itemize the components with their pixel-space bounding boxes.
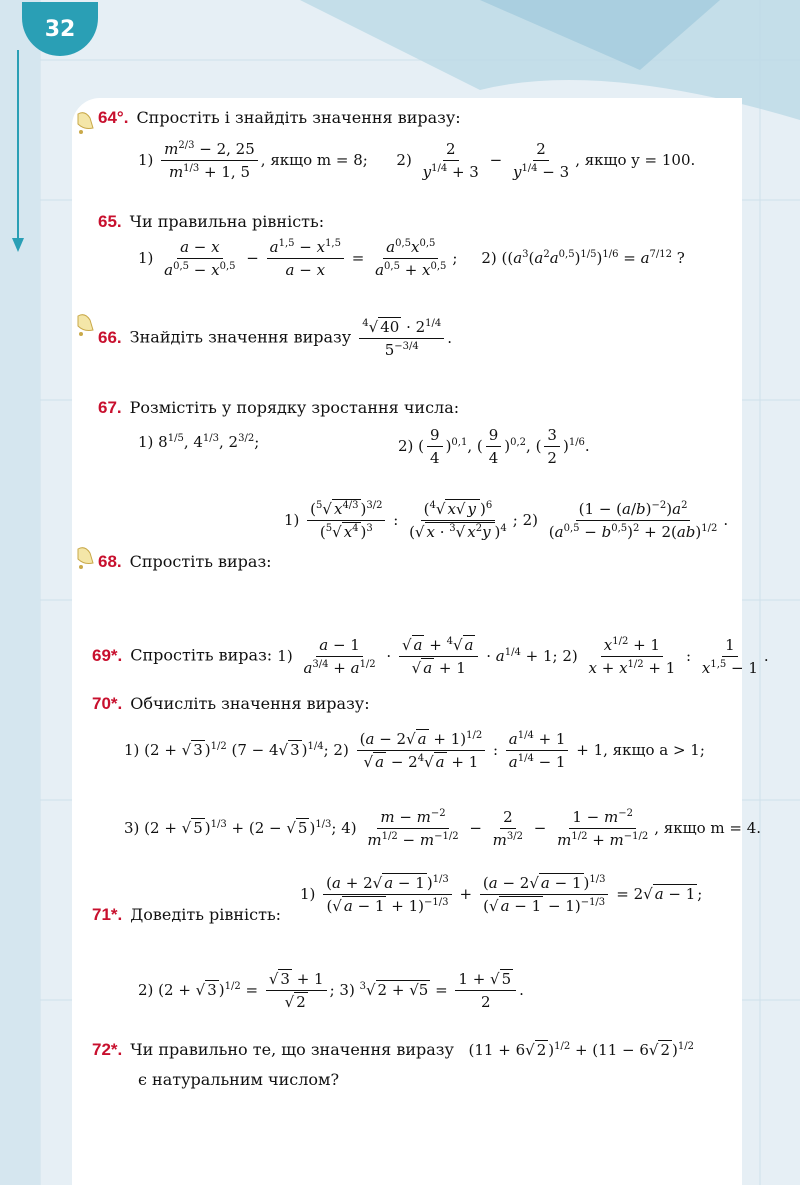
problem-70: 70*. Обчисліть значення виразу: (92, 694, 370, 713)
problem-72: 72*. Чи правильно те, що значення виразу (11 + 6√ 2 )$^{1/2}$ + (11 − 6√ 2 )$^{1/2}$ (92, 1040, 694, 1059)
problem-68-expr: 1) $\frac{(^5√ x^{4/3} )^{3/2}}{(^5√ x^4 )^3}$ : $\frac{(^4√ x√ y )^6}{(√ x \cdot ^3√ x^2y )^4}$ ; 2) $\frac{(1 - (a/b)^{-2})a^2}{(a^{0,5} - b^{0,5})^2 + 2(ab)^{1/2}}$ . (284, 500, 729, 541)
bell-icon (74, 545, 96, 571)
problem-68: 68. Спростіть вираз: (98, 552, 272, 571)
problem-65-expr: 1) $\frac{a - x}{a^{0,5} - x^{0,5}}$ − $\frac{a^{1,5} - x^{1,5}}{a - x}$ = $\frac{a^{0,5}x^{0,5}}{a^{0,5} + x^{0,5}}$ ; 2) ($(a^3(a^2a^{0,5})^{1/5})^{1/6} = a^{7/12}$ ? (138, 238, 685, 279)
problem-66: 66. Знайдіть значення виразу $\frac{^4√ 40 \cdot 2^{1/4}}{5^{-3/4}}$ . (98, 318, 453, 359)
bell-icon (74, 312, 96, 338)
problem-71-expr-2: 2) (2 + √ 3 )$^{1/2}$ = $\frac{√ 3 + 1}{√ 2}$ ; 3) $^3$√ 2 + √5 = $\frac{1 + √ 5}{2}$ . (138, 970, 524, 1011)
problem-64: 64°. Спростіть і знайдіть значення виразу: (98, 108, 461, 127)
problem-65: 65. Чи правильна рівність: (98, 212, 325, 231)
problem-70-expr-1: 1) (2 + √ 3 )$^{1/2}$ (7 − 4√ 3 )$^{1/4}$; 2) $\frac{(a - 2√ a + 1)^{1/2}}{√ a - 2^4√ a + 1}$ : $\frac{a^{1/4} + 1}{a^{1/4} - 1}$ + 1, якщо a > 1; (124, 730, 705, 771)
problem-72-line2: є натуральним числом? (138, 1070, 340, 1089)
problem-67: 67. Розмістіть у порядку зростання числа: (98, 398, 460, 417)
problem-71-expr-1: 1) $\frac{(a + 2√ a - 1 )^{1/3}}{(√ a - 1 + 1)^{-1/3}}$ + $\frac{(a - 2√ a - 1 )^{1/3}}{(√ a - 1 - 1)^{-1/3}}$ = 2√ a − 1 ; (300, 874, 703, 915)
problem-67-expr: 1) $8^{1/5}$, $4^{1/3}$, $2^{3/2}$; (138, 433, 260, 451)
problem-64-expr: 1) $\frac{m^{2/3} - 2, 25}{m^{1/3} + 1, 5}$ , якщо m = 8; 2) $\frac{2}{y^{1/4} + 3}$ − $\frac{2}{y^{1/4} - 3}$ , якщо y = 100. (138, 140, 696, 181)
problem-67-expr-2: 2) ( $\frac{9}{4}$ )$^{0,1}$, ( $\frac{9}{4}$ )$^{0,2}$, ( $\frac{3}{2}$ )$^{1/6}$. (398, 426, 590, 467)
problem-71: 71*. Доведіть рівність: (92, 905, 282, 924)
problem-69: 69*. Спростіть вираз: 1) $\frac{a - 1}{a^{3/4} + a^{1/2}}$ · $\frac{√ a + ^4√ a}{√ a + 1}$ · $a^{1/4} + 1$; 2) $\frac{x^{1/2} + 1}{x + x^{1/2} + 1}$ : $\frac{1}{x^{1,5} - 1}$ . (92, 636, 769, 677)
page-number: 32 (22, 2, 98, 56)
bell-icon (74, 110, 96, 136)
problem-70-expr-2: 3) (2 + √ 5 )$^{1/3}$ + (2 − √ 5 )$^{1/3}$; 4) $\frac{m - m^{-2}}{m^{1/2} - m^{-1/2}}$ − $\frac{2}{m^{3/2}}$ − $\frac{1 - m^{-2}}{m^{1/2} + m^{-1/2}}$ , якщо m = 4. (124, 808, 762, 849)
